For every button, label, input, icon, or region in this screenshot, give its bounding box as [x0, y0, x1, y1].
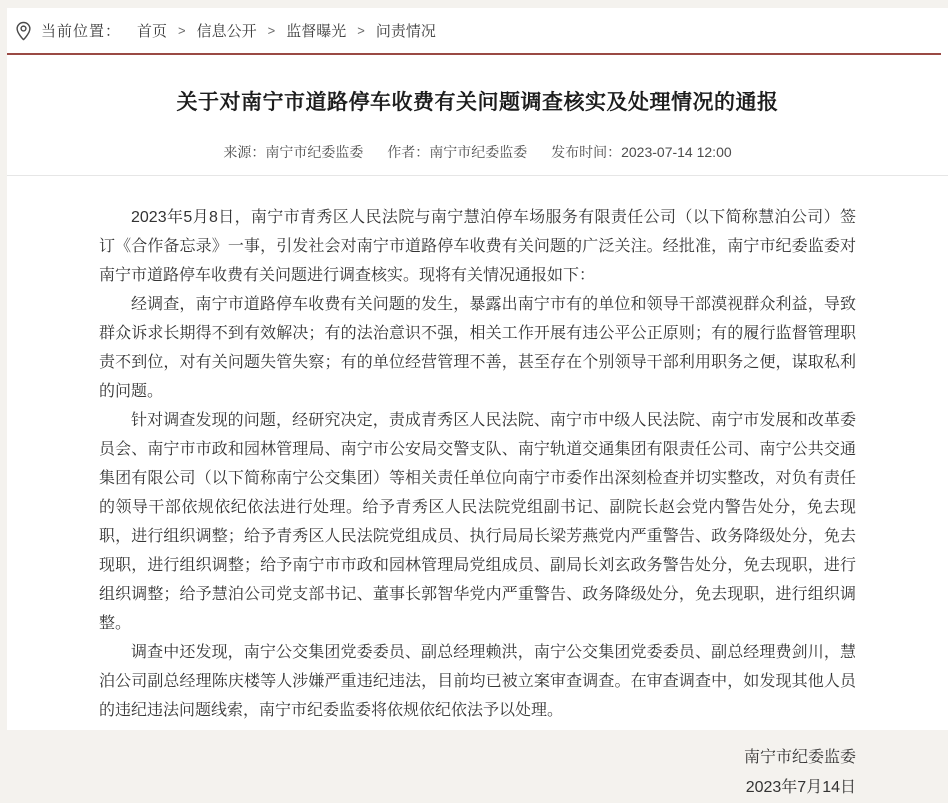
article-meta	[7, 142, 948, 162]
breadcrumb-item-home[interactable]: 首页	[137, 20, 167, 41]
location-pin-icon	[15, 21, 32, 41]
signature-date: 2023年7月14日	[99, 773, 856, 803]
article-header	[7, 55, 948, 176]
breadcrumb-separator: >	[357, 23, 365, 38]
breadcrumb-label: 当前位置：	[41, 20, 121, 41]
article-paragraph-3: 针对调查发现的问题，经研究决定，责成青秀区人民法院、南宁市中级人民法院、南宁市发展和改革委员会、南宁市市政和园林管理局、南宁市公安局交警支队、南宁轨道交通集团有限责任公司、南宁公共交通集团有限公司（以下简称南宁公交集团）等相关责任单位向南宁市委作出深刻检查并切实整改，对负有责任的领导干部依规依纪依法进行处理。给予青秀区人民法院党组副书记、副院长赵会党内警告处分，免去现职，进行组织调整；给予青秀区人民法院党组成员、执行局局长梁芳燕党内严重警告、政务降级处分，免去现职，进行组织调整；给予南宁市市政和园林管理局党组成员、副局长刘玄政务警告处分，免去现职，进行组织调整；给予慧泊公司党支部书记、董事长郭智华党内严重警告、政务降级处分，免去现职，进行组织调整。	[99, 406, 856, 638]
breadcrumb-item-supervision-exposure[interactable]: 监督曝光	[286, 20, 346, 41]
meta-publish-time	[551, 144, 732, 160]
meta-time-value: 2023-07-14 12:00	[621, 144, 732, 160]
breadcrumb-separator: >	[178, 23, 186, 38]
article-body	[99, 176, 856, 803]
meta-author-value: 南宁市纪委监委	[429, 144, 527, 160]
meta-author-label: 作者：	[387, 144, 429, 160]
page-title: 关于对南宁市道路停车收费有关问题调查核实及处理情况的通报	[7, 86, 948, 116]
content-card	[7, 8, 948, 730]
article-paragraph-1: 2023年5月8日，南宁市青秀区人民法院与南宁慧泊停车场服务有限责任公司（以下简称慧泊公司）签订《合作备忘录》一事，引发社会对南宁市道路停车收费有关问题的广泛关注。经批准，南宁市纪委监委对南宁市道路停车收费有关问题进行调查核实。现将有关情况通报如下：	[99, 203, 856, 290]
article-paragraph-4: 调查中还发现，南宁公交集团党委委员、副总经理赖洪，南宁公交集团党委委员、副总经理费剑川，慧泊公司副总经理陈庆楼等人涉嫌严重违纪违法，目前均已被立案审查调查。在审查调查中，如发现其他人员的违纪违法问题线索，南宁市纪委监委将依规依纪依法予以处理。	[99, 638, 856, 725]
signature-org: 南宁市纪委监委	[99, 743, 856, 773]
article-paragraph-2: 经调查，南宁市道路停车收费有关问题的发生，暴露出南宁市有的单位和领导干部漠视群众利益，导致群众诉求长期得不到有效解决；有的法治意识不强，相关工作开展有违公平公正原则；有的履行监督管理职责不到位，对有关问题失管失察；有的单位经营管理不善，甚至存在个别领导干部利用职务之便，谋取私利的问题。	[99, 290, 856, 406]
meta-source-value: 南宁市纪委监委	[265, 144, 363, 160]
meta-source	[223, 144, 363, 160]
signature-block	[99, 743, 856, 803]
breadcrumb-separator: >	[268, 23, 276, 38]
meta-source-label: 来源：	[223, 144, 265, 160]
meta-author	[387, 144, 527, 160]
breadcrumb-item-info-disclosure[interactable]: 信息公开	[197, 20, 257, 41]
meta-time-label: 发布时间：	[551, 144, 621, 160]
breadcrumb	[7, 8, 948, 53]
breadcrumb-item-accountability[interactable]: 问责情况	[376, 20, 436, 41]
